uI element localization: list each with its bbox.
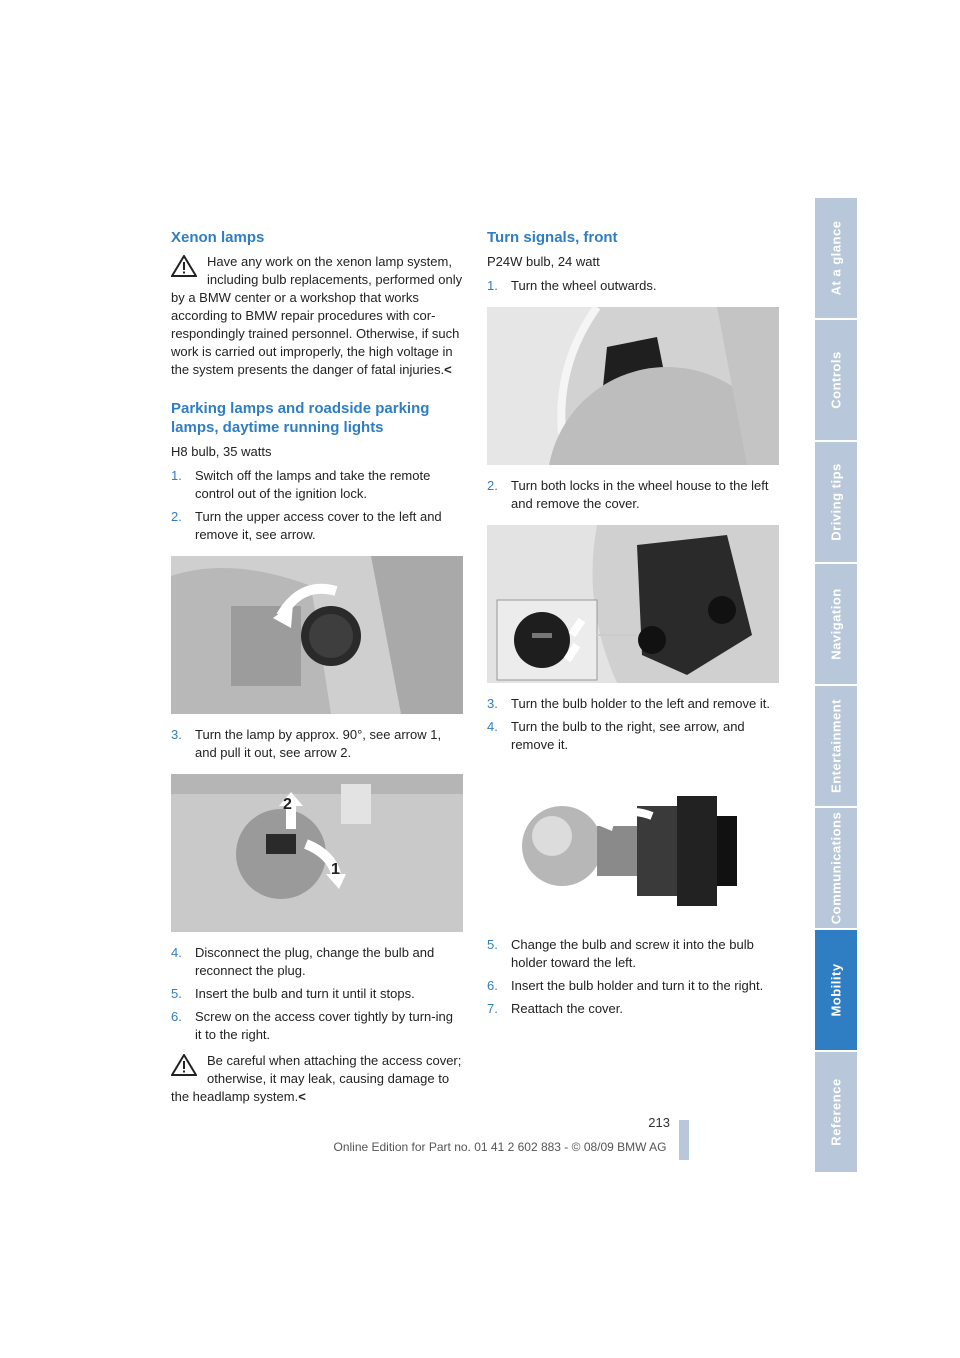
photo-bulb-holder [487, 766, 779, 924]
photo-label-1: 1 [331, 861, 340, 878]
cover-warning [171, 1052, 463, 1106]
end-mark: < [444, 362, 452, 377]
list-item: 2. Turn the upper access cover to the left and remove it, see arrow. [171, 509, 442, 542]
xenon-warning [171, 253, 463, 379]
cover-warning-text: Be careful when attaching the access cover; otherwise, it may leak, causing damage to the headlamp system. [171, 1053, 462, 1104]
list-item: 1. Switch off the lamps and take the remote control out of the ignition lock. [171, 468, 431, 501]
parking-steps-a [171, 467, 463, 544]
turn-steps-d [487, 936, 779, 1018]
end-mark: < [298, 1089, 306, 1104]
footer [0, 1140, 960, 1154]
list-item: 5. Insert the bulb and turn it until it stops. [171, 986, 415, 1001]
xenon-warning-text: Have any work on the xenon lamp system, including bulb replacements, performed only by a BMW center or a workshop that works according to BMW repair procedures with cor-respondingly trained personnel. Otherwise, if such work is carried out improperly, the high voltage in the system presents the danger of fatal injuries. [171, 254, 463, 377]
tab-controls[interactable]: Controls [815, 320, 857, 442]
list-item: 2. Turn both locks in the wheel house to the left and remove the cover. [487, 478, 769, 511]
list-item: 6. Insert the bulb holder and turn it to the right. [487, 978, 764, 993]
turn-signals-heading: Turn signals, front [487, 229, 618, 246]
left-column [171, 228, 463, 1116]
parking-bulb: H8 bulb, 35 watts [171, 444, 272, 459]
tab-at-a-glance[interactable]: At a glance [815, 198, 857, 320]
tab-reference[interactable]: Reference [815, 1052, 857, 1174]
tab-mobility[interactable]: Mobility [815, 930, 857, 1052]
parking-heading: Parking lamps and roadside parking lamps, daytime running lights [171, 400, 430, 436]
page-number: 213 [648, 1115, 670, 1130]
list-item: 7. Reattach the cover. [487, 1001, 624, 1016]
turn-signals-bulb: P24W bulb, 24 watt [487, 254, 600, 269]
chapter-tabs [815, 198, 857, 1174]
list-item: 4. Disconnect the plug, change the bulb and reconnect the plug. [171, 945, 435, 978]
list-item: 6. Screw on the access cover tightly by turn-ing it to the right. [171, 1009, 453, 1042]
list-item: 5. Change the bulb and screw it into the bulb holder toward the left. [487, 937, 754, 970]
turn-steps-b [487, 477, 779, 513]
photo-access-cover [171, 556, 463, 714]
tab-driving-tips[interactable]: Driving tips [815, 442, 857, 564]
list-item: 1. Turn the wheel outwards. [487, 278, 657, 293]
photo-lamp-turn [171, 774, 463, 932]
parking-steps-b [171, 726, 463, 762]
photo-wheel [487, 307, 779, 465]
warning-icon [171, 1054, 197, 1076]
list-item: 3. Turn the lamp by approx. 90°, see arrow 1, and pull it out, see arrow 2. [171, 727, 442, 760]
photo-label-2: 2 [283, 796, 292, 813]
turn-steps-c [487, 695, 779, 754]
turn-steps-a [487, 277, 779, 295]
tab-entertainment[interactable]: Entertainment [815, 686, 857, 808]
warning-icon [171, 255, 197, 277]
parking-steps-c [171, 944, 463, 1044]
footer-text: Online Edition for Part no. 01 41 2 602 883 - © 08/09 BMW AG [333, 1140, 667, 1154]
xenon-heading: Xenon lamps [171, 229, 265, 246]
tab-communications[interactable]: Communications [815, 808, 857, 930]
list-item: 3. Turn the bulb holder to the left and remove it. [487, 696, 770, 711]
tab-navigation[interactable]: Navigation [815, 564, 857, 686]
right-column [487, 228, 779, 1023]
list-item: 4. Turn the bulb to the right, see arrow, and remove it. [487, 719, 745, 752]
photo-wheel-house-cover [487, 525, 779, 683]
